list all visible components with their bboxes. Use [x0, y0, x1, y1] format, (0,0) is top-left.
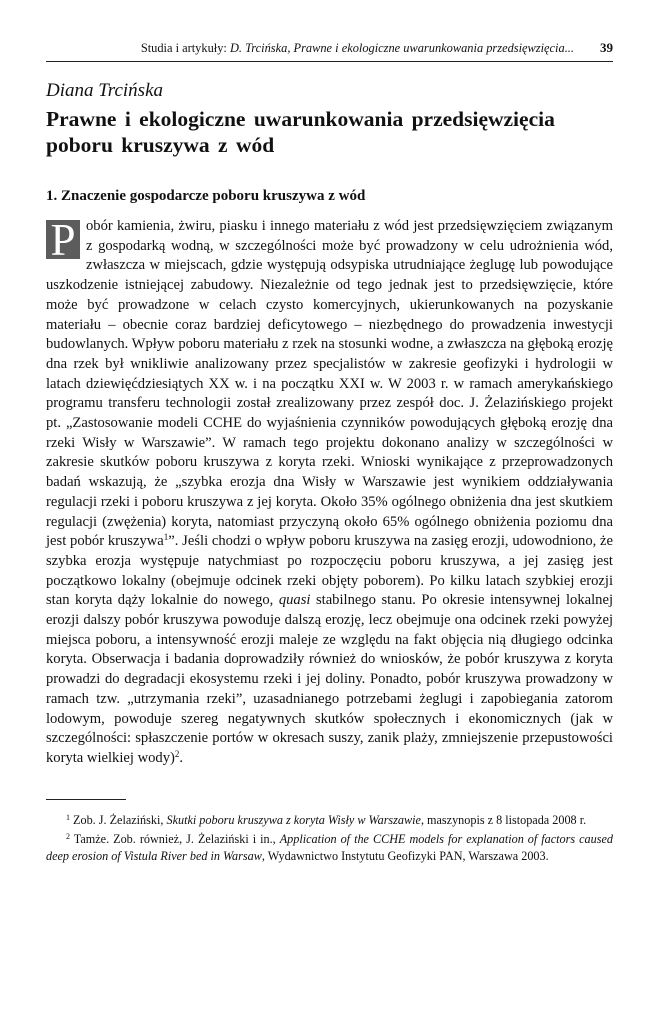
- article-title: Prawne i ekologiczne uwarunkowania przedsięwzięcia poboru kruszywa z wód: [46, 107, 555, 157]
- footnote-mark-2: 2: [66, 832, 70, 842]
- body-italic-quasi: quasi: [278, 592, 311, 609]
- footnote-ref-1[interactable]: 1: [163, 532, 169, 543]
- footnote-2-italic: Application of the CCHE models for explanation of factors caused deep erosion of Vistula River bed in Warsaw: [46, 832, 613, 863]
- journal-page: [46, 40, 613, 867]
- footnote-1-post: , maszynopis z 8 listopada 2008 r.: [420, 812, 587, 827]
- running-head-prefix: Studia i artykuły:: [140, 41, 230, 55]
- footnotes: [46, 812, 613, 865]
- body-text-1: obór kamienia, żwiru, piasku i innego materiału z wód jest przedsięwzięciem związanym z gospodarką wodną, w szczególności może być prowadzony w celu udrożnienia wód, zwłaszcza w miejscach, gdzie występują odsypiska utrudniające żeglugę lub powodujące uszkodzenie istniejącej zabudowy. Niezależnie od tego jednak jest to przedsięwzięcie, które może być prowadzone w celach czysto komercyjnych, ukierunkowanych na pozyskanie materiału – obecnie coraz bardziej deficytowego – niezbędnego do prowadzenia inwestycji budowlanych. Wpływ poboru materiału z rzek na stosunki wodne, a zwłaszcza na głęboką erozję dna rzek był wnikliwie analizowany przez specjalistów w zakresie geofizyki i hydrologii w latach dziewięćdziesiątych XX w. i na początku XXI w. W 2003 r. w ramach amerykańskiego programu transferu technologii został zrealizowany przez zespół doc. J. Żelazińskiego projekt pt. „Zastosowanie modeli CCHE do wyjaśnienia czynników powodujących głęboką erozję dna rzeki Wisły w Warszawie”. W ramach tego projektu dokonano analizy w szczególności w zakresie skutków poboru kruszywa z koryta rzeki. Wnioski wynikające z przeprowadzonych badań wskazują, że „szybka erozja dna Wisły w Warszawie jest wynikiem oddziaływania regulacji rzeki i poboru kruszywa z jej koryta. Około 35% ogólnego obniżenia dna jest skutkiem regulacji (zwężenia) koryta, natomiast przyczyną około 65% ogólnego obniżenia poziomu dna jest pobór kruszywa: [46, 218, 613, 550]
- body-text-2: ”. Jeśli chodzi o wpływ poboru kruszywa na zasięg erozji, udowodniono, że szybka erozja występuje natychmiast po rozpoczęciu poboru kruszywa, a jej zasięg jest początkowo lokalny (obejmuje odcinek rzeki objęty poborem). Po kilku latach szybkiej erozji stan koryta dąży lokalnie do nowego,: [46, 533, 613, 609]
- body-paragraph: [46, 217, 613, 769]
- page-number: 39: [600, 40, 613, 55]
- footnote-1-italic: Skutki poboru kruszywa z koryta Wisły w Warszawie: [166, 812, 421, 827]
- running-head: [46, 40, 613, 62]
- drop-cap: P: [46, 220, 80, 259]
- footnote-2-pre: Tamże. Zob. również, J. Żelaziński i in.,: [70, 832, 280, 847]
- section-heading: 1. Znaczenie gospodarcze poboru kruszywa z wód: [46, 188, 366, 204]
- footnote-1: [46, 812, 613, 829]
- running-head-text: [46, 41, 600, 56]
- footnote-2-post: , Wydawnictwo Instytutu Geofizyki PAN, Warszawa 2003.: [261, 848, 549, 863]
- footnote-2: [46, 831, 613, 864]
- footnote-divider: [46, 799, 126, 800]
- article-author: Diana Trcińska: [46, 80, 163, 101]
- footnote-mark-1: 1: [66, 812, 70, 822]
- footnote-1-pre: Zob. J. Żelaziński,: [70, 812, 167, 827]
- body-text-4: .: [179, 749, 184, 766]
- body-text-3: stabilnego stanu. Po okresie intensywnej lokalnej erozji dalszy pobór kruszywa powoduje dalszą erozję, lecz obejmuje ona odcinek rzeki powyżej miejsca poboru, a intensywność erozji maleje ze względu na fakt objęcia nią długiego odcinka koryta. Obserwacja i badania doprowadziły również do wniosków, że pobór kruszywa z koryta prowadzi do degradacji ekosystemu rzeki i jej doliny. Ponadto, pobór kruszywa prowadzony w ramach tzw. „utrzymania rzeki”, uzasadnianego potrzebami żeglugi i zapobiegania zatorom lodowym, powoduje szereg negatywnych skutków społecznych i ekonomicznych (jak w szczególności: spłaszczenie portów w okresach suszy, zanik plaży, zmniejszenie przepustowości koryta wielkiej wody): [46, 592, 614, 766]
- footnote-ref-2[interactable]: 2: [174, 748, 180, 759]
- running-head-source: D. Trcińska, Prawne i ekologiczne uwarunkowania przedsięwzięcia...: [229, 41, 574, 55]
